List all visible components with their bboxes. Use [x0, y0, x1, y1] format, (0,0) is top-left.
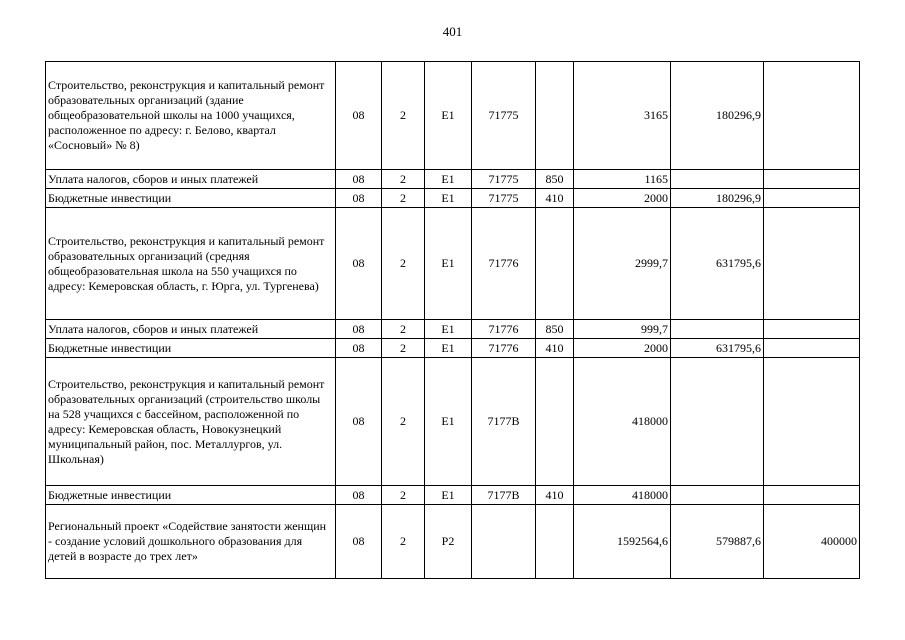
amount-1: 418000 — [574, 486, 671, 505]
amount-1: 1165 — [574, 170, 671, 189]
expense-type-code: 410 — [536, 189, 574, 208]
table-row — [46, 339, 860, 358]
target-code: 7177B — [472, 358, 536, 486]
row-name: Бюджетные инвестиции — [46, 486, 336, 505]
row-name: Региональный проект «Содействие занятости женщин - создание условий дошкольного образования для детей в возрасте до трех лет» — [46, 505, 336, 579]
amount-3 — [764, 170, 860, 189]
subsection-code: 2 — [382, 208, 425, 320]
row-name: Строительство, реконструкция и капитальный ремонт образовательных организаций (средняя общеобразовательная школа на 550 учащихся по адресу: Кемеровская область, г. Юрга, ул. Тургенева) — [46, 208, 336, 320]
amount-1: 2000 — [574, 339, 671, 358]
program-code: E1 — [425, 320, 472, 339]
amount-2: 180296,9 — [671, 62, 764, 170]
amount-3 — [764, 208, 860, 320]
program-code: P2 — [425, 505, 472, 579]
subsection-code: 2 — [382, 189, 425, 208]
target-code: 71776 — [472, 208, 536, 320]
section-code: 08 — [336, 170, 382, 189]
subsection-code: 2 — [382, 320, 425, 339]
target-code: 71775 — [472, 189, 536, 208]
amount-3 — [764, 358, 860, 486]
amount-3 — [764, 62, 860, 170]
amount-2 — [671, 170, 764, 189]
program-code: E1 — [425, 62, 472, 170]
amount-2 — [671, 320, 764, 339]
amount-1: 1592564,6 — [574, 505, 671, 579]
amount-2: 579887,6 — [671, 505, 764, 579]
expense-type-code: 410 — [536, 486, 574, 505]
expense-type-code: 850 — [536, 320, 574, 339]
budget-table — [45, 61, 860, 579]
program-code: E1 — [425, 208, 472, 320]
table-row — [46, 62, 860, 170]
target-code: 71775 — [472, 62, 536, 170]
row-name: Бюджетные инвестиции — [46, 339, 336, 358]
subsection-code: 2 — [382, 339, 425, 358]
amount-2: 631795,6 — [671, 208, 764, 320]
section-code: 08 — [336, 505, 382, 579]
target-code: 7177B — [472, 486, 536, 505]
amount-3: 400000 — [764, 505, 860, 579]
section-code: 08 — [336, 339, 382, 358]
row-name: Уплата налогов, сборов и иных платежей — [46, 170, 336, 189]
section-code: 08 — [336, 208, 382, 320]
amount-3 — [764, 339, 860, 358]
expense-type-code — [536, 208, 574, 320]
amount-2: 631795,6 — [671, 339, 764, 358]
expense-type-code — [536, 358, 574, 486]
row-name: Бюджетные инвестиции — [46, 189, 336, 208]
row-name: Уплата налогов, сборов и иных платежей — [46, 320, 336, 339]
program-code: E1 — [425, 358, 472, 486]
amount-1: 999,7 — [574, 320, 671, 339]
program-code: E1 — [425, 486, 472, 505]
section-code: 08 — [336, 62, 382, 170]
expense-type-code — [536, 505, 574, 579]
table-row — [46, 505, 860, 579]
amount-3 — [764, 486, 860, 505]
amount-2: 180296,9 — [671, 189, 764, 208]
section-code: 08 — [336, 486, 382, 505]
section-code: 08 — [336, 358, 382, 486]
subsection-code: 2 — [382, 358, 425, 486]
program-code: E1 — [425, 170, 472, 189]
subsection-code: 2 — [382, 486, 425, 505]
amount-1: 2000 — [574, 189, 671, 208]
section-code: 08 — [336, 320, 382, 339]
table-row — [46, 189, 860, 208]
subsection-code: 2 — [382, 62, 425, 170]
target-code: 71776 — [472, 320, 536, 339]
program-code: E1 — [425, 339, 472, 358]
expense-type-code — [536, 62, 574, 170]
amount-2 — [671, 358, 764, 486]
table-row — [46, 208, 860, 320]
section-code: 08 — [336, 189, 382, 208]
subsection-code: 2 — [382, 505, 425, 579]
subsection-code: 2 — [382, 170, 425, 189]
amount-2 — [671, 486, 764, 505]
target-code: 71775 — [472, 170, 536, 189]
amount-3 — [764, 189, 860, 208]
amount-1: 2999,7 — [574, 208, 671, 320]
table-row — [46, 170, 860, 189]
target-code — [472, 505, 536, 579]
row-name: Строительство, реконструкция и капитальный ремонт образовательных организаций (здание общеобразовательной школы на 1000 учащихся, расположенное по адресу: г. Белово, квартал «Сосновый» № 8) — [46, 62, 336, 170]
target-code: 71776 — [472, 339, 536, 358]
table-row — [46, 320, 860, 339]
amount-1: 3165 — [574, 62, 671, 170]
table-row — [46, 358, 860, 486]
amount-1: 418000 — [574, 358, 671, 486]
amount-3 — [764, 320, 860, 339]
program-code: E1 — [425, 189, 472, 208]
page-number: 401 — [442, 24, 463, 39]
row-name: Строительство, реконструкция и капитальный ремонт образовательных организаций (строительство школы на 528 учащихся с бассейном, расположенной по адресу: Кемеровская область, Новокузнецкий муниципальный район, пос. Металлургов, ул. Школьная) — [46, 358, 336, 486]
table-row — [46, 486, 860, 505]
expense-type-code: 410 — [536, 339, 574, 358]
expense-type-code: 850 — [536, 170, 574, 189]
